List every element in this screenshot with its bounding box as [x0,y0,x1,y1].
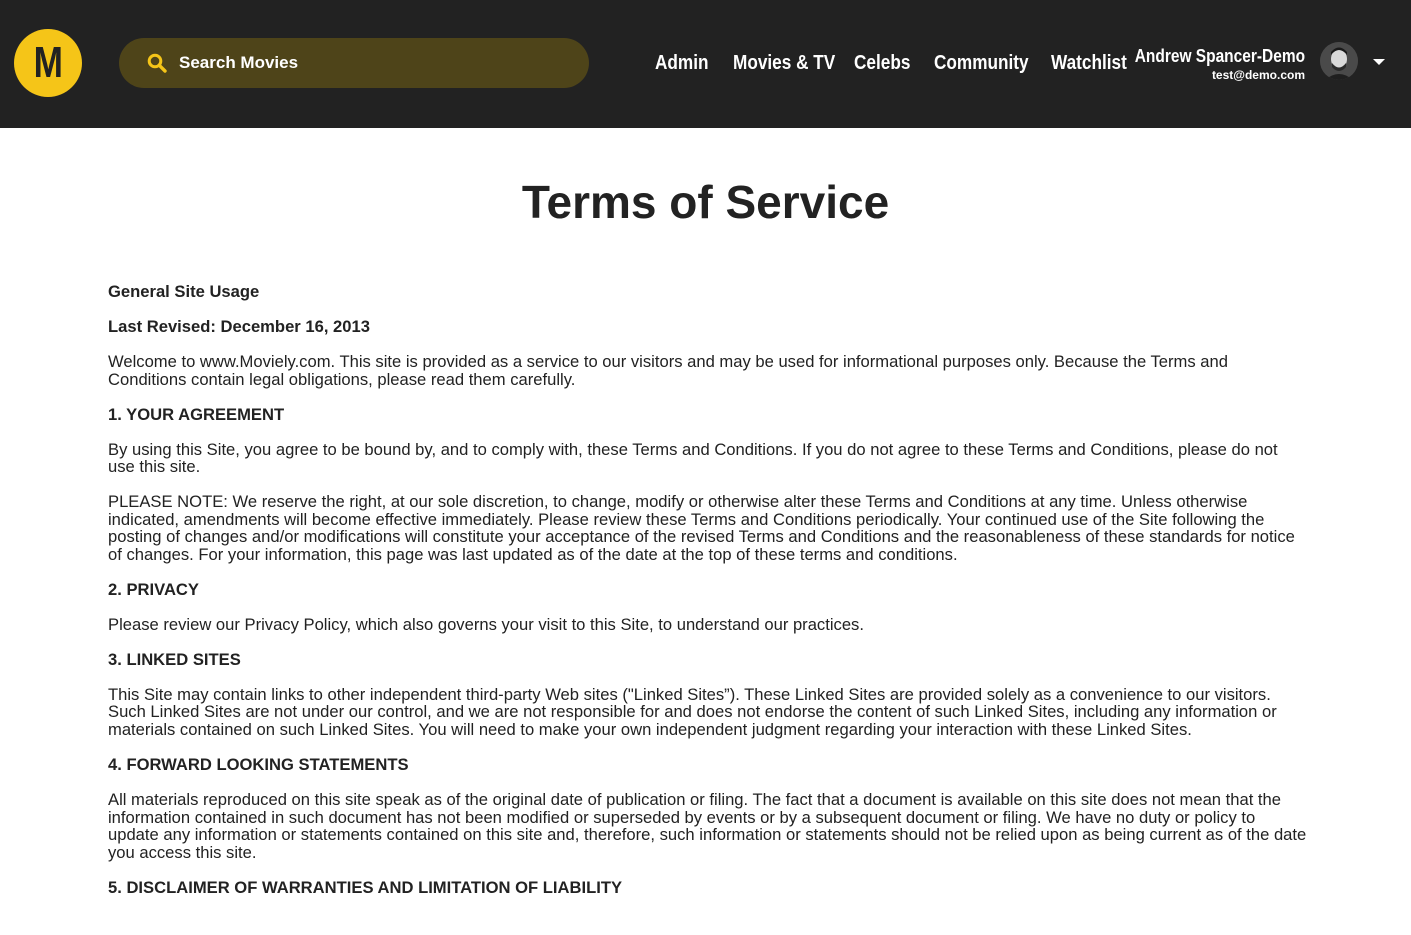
linked-sites-paragraph: This Site may contain links to other independent third-party Web sites ("Linked Sites”). These Linked Sites are provided solely as a convenience to our visitors. Such Linked Sites are not under our control, and we are not responsible for and does not endorse the content of such Linked Sites, including any information or materials contained on such Linked Sites. You will need to make your own independent judgment regarding your interaction with these Linked Sites. [108,684,1277,740]
search-icon [147,53,167,73]
section-heading-forward-looking: 4. FORWARD LOOKING STATEMENTS [108,755,409,774]
search-bar[interactable] [119,38,589,88]
nav-watchlist[interactable]: Watchlist [1051,52,1127,74]
nav-movies-tv[interactable]: Movies & TV [733,52,836,74]
user-name[interactable]: Andrew Spancer-Demo [1134,46,1305,66]
user-email: test@demo.com [1211,68,1305,82]
user-avatar-icon [1320,42,1358,80]
welcome-paragraph: Welcome to www.Moviely.com. This site is provided as a service to our visitors and may be used for informational purposes only. Because the Terms and Conditions contain legal obligations, please read them carefully. [108,351,1228,389]
last-revised: Last Revised: December 16, 2013 [108,316,370,336]
section-heading-linked-sites: 3. LINKED SITES [108,649,241,669]
section-heading-disclaimer: 5. DISCLAIMER OF WARRANTIES AND LIMITATION OF LIABILITY [108,877,623,897]
search-input[interactable] [179,38,559,88]
section-heading-privacy: 2. PRIVACY [108,579,199,599]
avatar[interactable] [1320,42,1358,80]
agreement-paragraph: By using this Site, you agree to be bound by, and to comply with, these Terms and Conditions. If you do not agree to these Terms and Conditions, please do not use this site. [108,439,1278,477]
site-logo[interactable] [14,29,82,97]
user-menu-chevron-down-icon[interactable] [1373,59,1385,65]
logo-letter: M [33,38,63,87]
please-note-paragraph: PLEASE NOTE: We reserve the right, at our sole discretion, to change, modify or otherwise alter these Terms and Conditions at any time. Unless otherwise indicated, amendments will become effective immediately. Please review these Terms and Conditions periodically. Your continued use of the Site following the posting of changes and/or modifications will constitute your acceptance of the revised Terms and Conditions and the reasonableness of these standards for notice of changes. For your information, this page was last updated as of the date at the top of these terms and conditions. [108,492,1295,564]
page-title: Terms of Service [521,176,890,228]
forward-looking-paragraph: All materials reproduced on this site speak as of the original date of publication or filing. The fact that a document is available on this site does not mean that the information contained in such document has not been modified or superseded by events or by a subsequent document or filing. We have no duty or policy to update any information or statements contained on this site and, therefore, such information or statements should not be relied upon as being current as of the date you access this site. [108,789,1307,862]
nav-community[interactable]: Community [934,52,1029,74]
usage-heading: General Site Usage [108,282,260,301]
nav-celebs[interactable]: Celebs [854,52,911,74]
terms-content [108,283,1308,914]
privacy-paragraph: Please review our Privacy Policy, which also governs your visit to this Site, to understand our practices. [108,614,864,634]
top-navigation-bar [0,0,1411,128]
section-heading-agreement: 1. YOUR AGREEMENT [108,404,285,424]
nav-admin[interactable]: Admin [655,52,709,74]
